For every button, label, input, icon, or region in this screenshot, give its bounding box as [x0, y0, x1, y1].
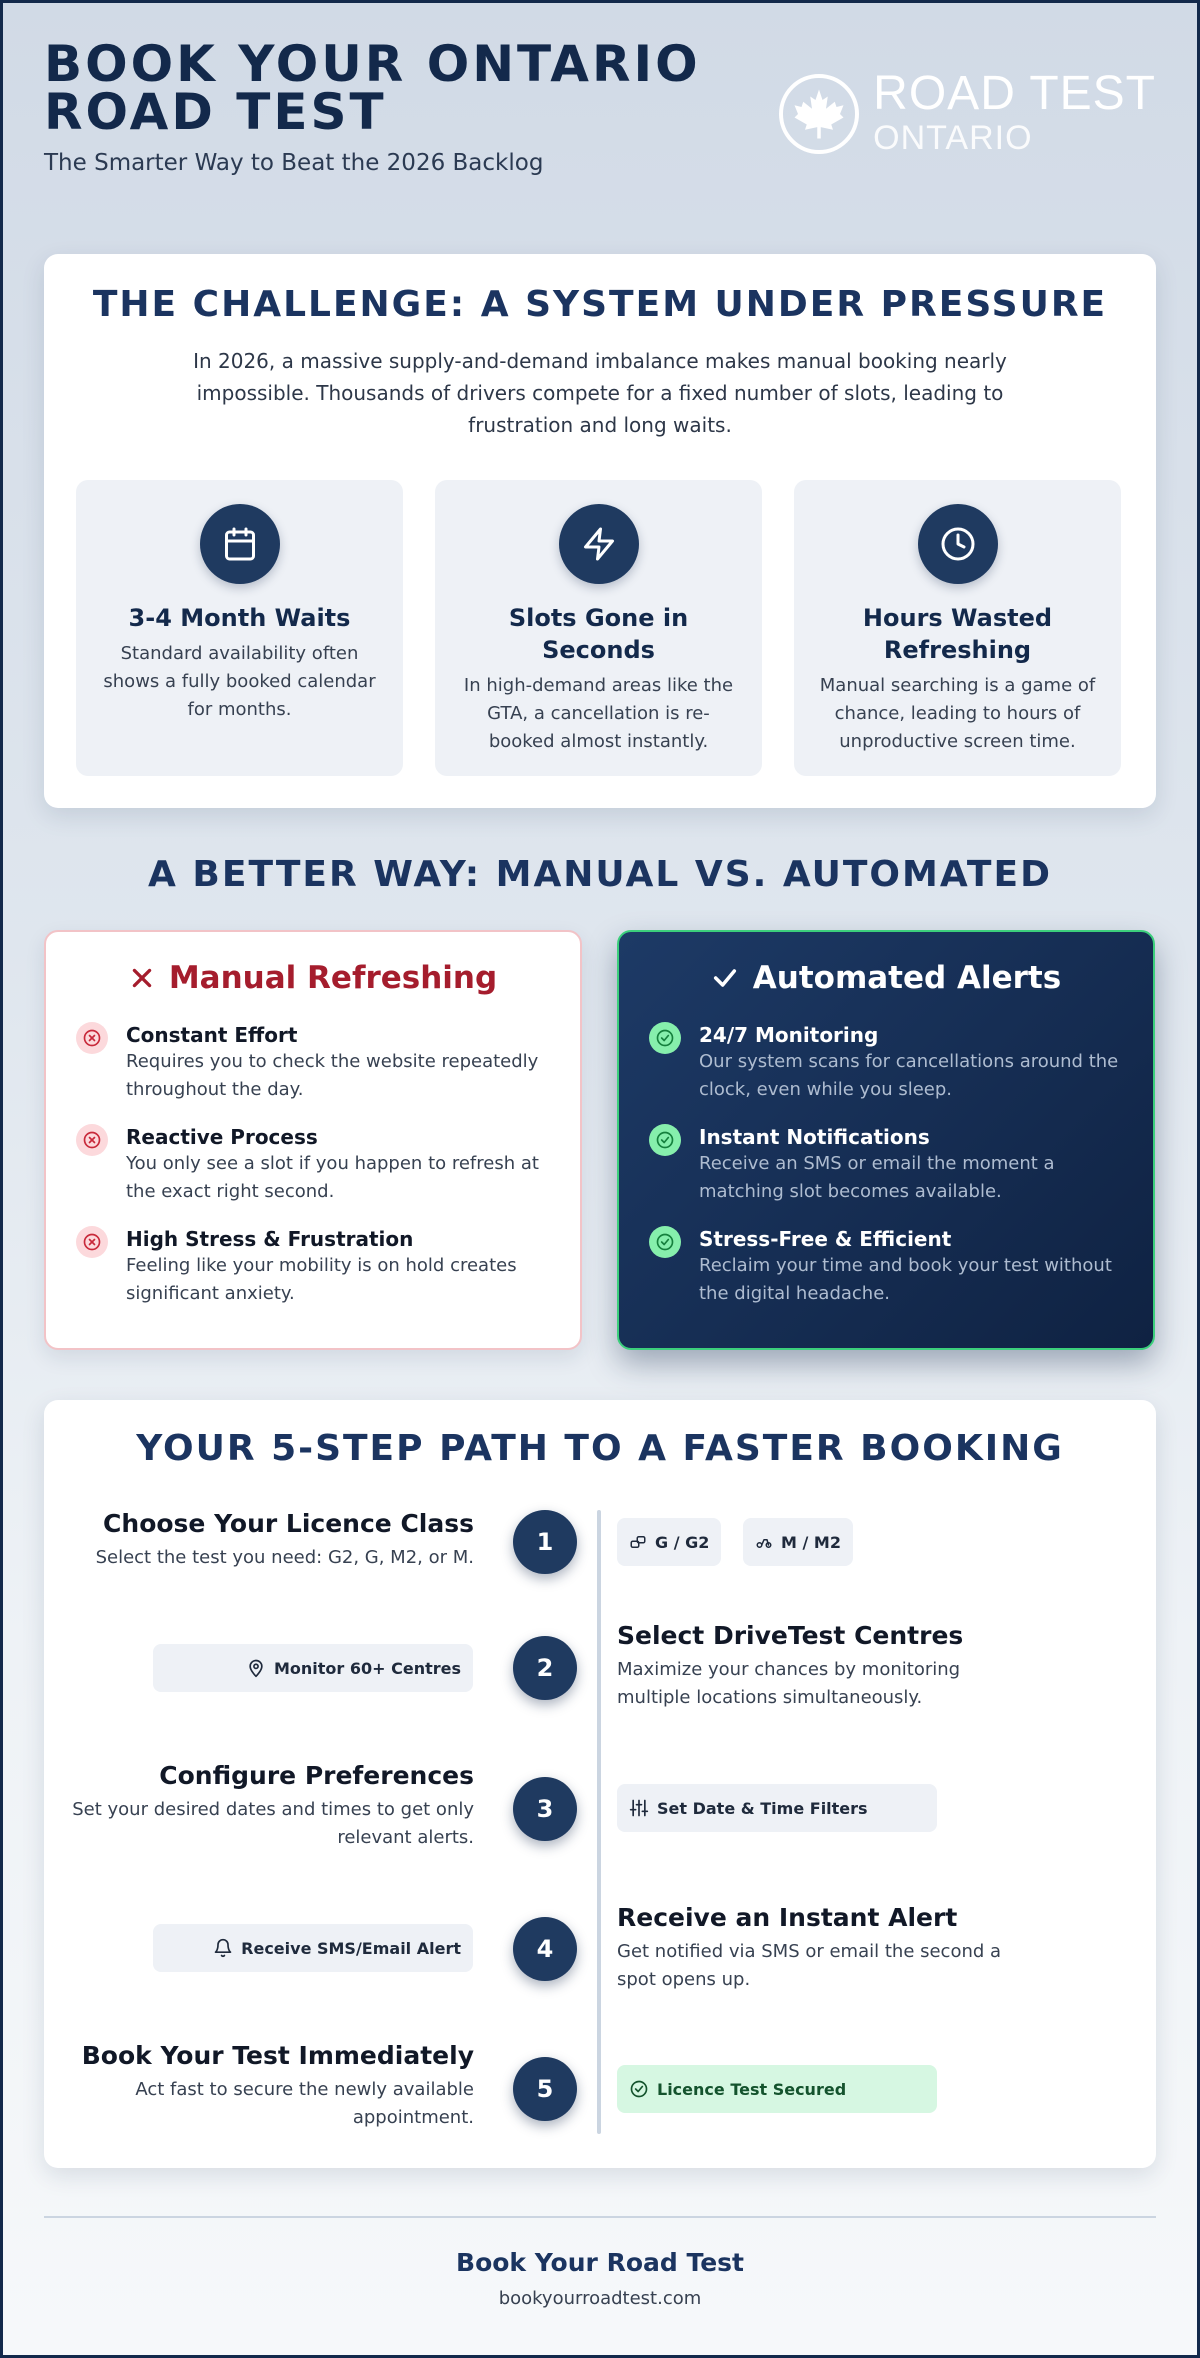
item-title: High Stress & Frustration — [126, 1227, 414, 1251]
chip-label: Monitor 60+ Centres — [273, 1658, 461, 1678]
licence-chip-g[interactable] — [617, 1518, 721, 1566]
page-title-line1: BOOK YOUR ONTARIO — [44, 35, 701, 93]
item-desc: Our system scans for cancellations around the clock, even while you sleep. — [699, 1051, 1119, 1100]
list-item — [76, 1124, 550, 1206]
checkmark-icon — [711, 964, 739, 992]
maple-leaf-icon — [779, 74, 859, 154]
manual-card — [44, 930, 582, 1350]
check-circle-icon — [629, 2079, 649, 2099]
stat-card — [76, 480, 403, 776]
chip-label: Licence Test Secured — [657, 2079, 847, 2099]
item-title: Instant Notifications — [699, 1125, 930, 1149]
x-circle-icon — [76, 1226, 108, 1258]
check-circle-icon — [649, 1022, 681, 1054]
list-item — [76, 1226, 550, 1308]
check-circle-icon — [649, 1226, 681, 1258]
list-item — [649, 1124, 1123, 1206]
check-circle-icon — [649, 1124, 681, 1156]
step-4-text — [617, 1902, 1037, 1994]
step-desc: Get notified via SMS or email the second a spot opens up. — [617, 1941, 1002, 1990]
bell-icon — [213, 1938, 233, 1958]
step-desc: Select the test you need: G2, G, M2, or M. — [95, 1547, 474, 1568]
stat-desc: Manual searching is a game of chance, leading to hours of unproductive screen time. — [819, 675, 1096, 752]
step-title: Select DriveTest Centres — [617, 1621, 964, 1650]
licence-chip-m[interactable] — [743, 1518, 853, 1566]
step-5-text — [54, 2040, 474, 2132]
car-icon — [629, 1533, 647, 1551]
item-desc: Reclaim your time and book your test without the digital headache. — [699, 1255, 1112, 1304]
item-desc: Feeling like your mobility is on hold creates significant anxiety. — [126, 1255, 517, 1304]
centres-chip — [153, 1644, 473, 1692]
step-3-text — [54, 1760, 474, 1852]
logo-sub-text: ONTARIO — [873, 119, 1033, 157]
challenge-stats — [76, 480, 1121, 776]
page-title — [44, 35, 744, 141]
page-header — [44, 35, 1156, 190]
item-desc: You only see a slot if you happen to refresh at the exact right second. — [126, 1153, 539, 1202]
x-circle-icon — [76, 1124, 108, 1156]
manual-heading — [76, 960, 550, 996]
step-2-text — [617, 1620, 1037, 1712]
list-item — [76, 1022, 550, 1104]
automated-card — [617, 930, 1155, 1350]
automated-heading-text: Automated Alerts — [752, 960, 1062, 996]
footer-divider — [44, 2216, 1156, 2218]
x-mark-icon — [129, 965, 155, 991]
step-number: 5 — [513, 2057, 577, 2121]
challenge-section — [44, 254, 1156, 808]
calendar-icon — [200, 504, 280, 584]
step-desc: Maximize your chances by monitoring multiple locations simultaneously. — [617, 1659, 961, 1708]
challenge-title: THE CHALLENGE: A SYSTEM UNDER PRESSURE — [92, 284, 1108, 325]
clock-icon — [918, 504, 998, 584]
step-title: Configure Preferences — [159, 1761, 474, 1790]
chip-label: Set Date & Time Filters — [657, 1798, 868, 1818]
item-title: Reactive Process — [126, 1125, 318, 1149]
steps-title: YOUR 5-STEP PATH TO A FASTER BOOKING — [136, 1428, 1064, 1469]
stat-card — [794, 480, 1121, 776]
manual-heading-text: Manual Refreshing — [168, 960, 498, 996]
footer-title: Book Your Road Test — [456, 2248, 744, 2277]
step-desc: Act fast to secure the newly available appointment. — [135, 2079, 474, 2128]
automated-heading — [649, 960, 1123, 996]
list-item — [649, 1226, 1123, 1308]
alert-chip — [153, 1924, 473, 1972]
item-desc: Requires you to check the website repeatedly throughout the day. — [126, 1051, 539, 1100]
step-title: Book Your Test Immediately — [81, 2041, 474, 2070]
x-circle-icon — [76, 1022, 108, 1054]
step-number: 1 — [513, 1510, 577, 1574]
chip-label: G / G2 — [655, 1532, 710, 1552]
step-title: Choose Your Licence Class — [103, 1509, 474, 1538]
steps-section — [44, 1400, 1156, 2168]
step-number: 3 — [513, 1777, 577, 1841]
chip-label: M / M2 — [781, 1532, 841, 1552]
timeline-line — [597, 1510, 601, 2134]
motorcycle-icon — [755, 1533, 773, 1551]
stat-card — [435, 480, 762, 776]
step-number: 2 — [513, 1636, 577, 1700]
sliders-icon — [629, 1798, 649, 1818]
stat-desc: In high-demand areas like the GTA, a cancellation is re-booked almost instantly. — [463, 675, 734, 752]
list-item — [649, 1022, 1123, 1104]
step-number: 4 — [513, 1917, 577, 1981]
step-1-text — [54, 1508, 474, 1572]
page-title-line2: ROAD TEST — [44, 83, 387, 141]
challenge-intro: In 2026, a massive supply-and-demand imbalance makes manual booking nearly impossible. Thousands of drivers compete for a fixed number of slots, leading to frustration and long waits. — [193, 349, 1007, 437]
lightning-icon — [559, 504, 639, 584]
comparison-title: A BETTER WAY: MANUAL VS. AUTOMATED — [148, 854, 1052, 895]
filters-chip — [617, 1784, 937, 1832]
item-title: 24/7 Monitoring — [699, 1023, 879, 1047]
step-title: Receive an Instant Alert — [617, 1903, 958, 1932]
footer-url-link[interactable]: bookyourroadtest.com — [498, 2288, 702, 2309]
brand-logo — [779, 67, 1156, 158]
stat-title: 3-4 Month Waits — [128, 604, 351, 632]
map-pin-icon — [246, 1658, 266, 1678]
secured-chip — [617, 2065, 937, 2113]
item-title: Stress-Free & Efficient — [699, 1227, 952, 1251]
chip-label: Receive SMS/Email Alert — [241, 1938, 461, 1958]
step-desc: Set your desired dates and times to get only relevant alerts. — [72, 1799, 474, 1848]
stat-title: Slots Gone in Seconds — [508, 604, 689, 664]
item-desc: Receive an SMS or email the moment a matching slot becomes available. — [699, 1153, 1055, 1202]
item-title: Constant Effort — [126, 1023, 298, 1047]
logo-main-text: ROAD TEST — [873, 67, 1156, 120]
stat-desc: Standard availability often shows a fully booked calendar for months. — [103, 643, 376, 720]
page-subtitle: The Smarter Way to Beat the 2026 Backlog — [44, 150, 544, 176]
stat-title: Hours Wasted Refreshing — [862, 604, 1053, 664]
